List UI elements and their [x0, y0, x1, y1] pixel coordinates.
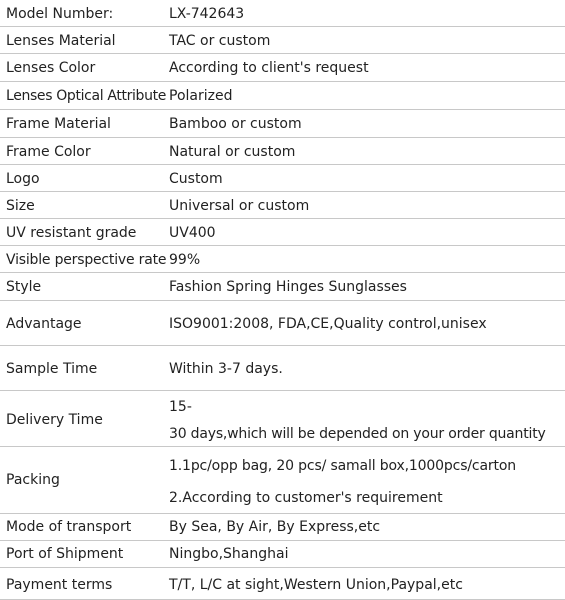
spec-row-lenses-color [0, 54, 565, 82]
spec-label: Lenses Color [6, 60, 96, 76]
spec-label: Mode of transport [6, 519, 132, 535]
spec-value: Ningbo,Shanghai [169, 546, 289, 562]
spec-label: Advantage [6, 316, 82, 332]
spec-label: Lenses Material [6, 33, 116, 49]
spec-row-model-number [0, 0, 565, 27]
spec-label: Packing [6, 472, 60, 488]
spec-value: By Sea, By Air, By Express,etc [169, 519, 381, 535]
spec-value: T/T, L/C at sight,Western Union,Paypal,etc [169, 577, 463, 593]
spec-row-size [0, 192, 565, 219]
spec-label: Size [6, 198, 35, 214]
spec-value: 15- [169, 399, 192, 415]
spec-value: Bamboo or custom [169, 116, 302, 132]
spec-row-frame-material [0, 110, 565, 138]
spec-value: Polarized [169, 88, 233, 104]
spec-label: Model Number: [6, 6, 114, 22]
spec-row-packing [0, 447, 565, 514]
spec-value: Natural or custom [169, 144, 296, 160]
spec-row-frame-color [0, 138, 565, 165]
spec-row-logo [0, 165, 565, 192]
spec-label: Port of Shipment [6, 546, 124, 562]
spec-value: 1.1pc/opp bag, 20 pcs/ samall box,1000pcs/carton [169, 458, 516, 474]
spec-value: ISO9001:2008, FDA,CE,Quality control,unisex [169, 316, 487, 332]
spec-value: UV400 [169, 225, 216, 241]
spec-row-mode-of-transport [0, 514, 565, 541]
spec-label: Sample Time [6, 361, 98, 377]
spec-row-uv-resistant-grade [0, 219, 565, 246]
spec-value: Within 3-7 days. [169, 361, 283, 377]
spec-label: Delivery Time [6, 412, 103, 428]
spec-value: Custom [169, 171, 223, 187]
spec-row-advantage [0, 301, 565, 346]
spec-value: LX-742643 [169, 6, 245, 22]
spec-row-delivery-time [0, 391, 565, 447]
spec-row-lenses-material [0, 27, 565, 54]
spec-label: Payment terms [6, 577, 113, 593]
spec-value: Universal or custom [169, 198, 310, 214]
spec-value-line2: 30 days,which will be depended on your order quantity [169, 426, 546, 442]
spec-row-visible-perspective-rate [0, 246, 565, 273]
spec-row-port-of-shipment [0, 541, 565, 568]
spec-label: UV resistant grade [6, 225, 137, 241]
spec-label: Visible perspective rate [6, 252, 167, 268]
spec-value: Fashion Spring Hinges Sunglasses [169, 279, 407, 295]
spec-value: According to client's request [169, 60, 369, 76]
spec-value-line2: 2.According to customer's requirement [169, 490, 443, 506]
spec-value: TAC or custom [169, 33, 271, 49]
spec-row-sample-time [0, 346, 565, 391]
spec-label: Style [6, 279, 42, 295]
spec-row-style [0, 273, 565, 301]
spec-row-payment-terms [0, 568, 565, 600]
spec-value: 99% [169, 252, 201, 268]
spec-row-lenses-optical-attribute [0, 82, 565, 110]
spec-label: Frame Color [6, 144, 91, 160]
spec-label: Frame Material [6, 116, 111, 132]
spec-label: Logo [6, 171, 40, 187]
spec-label: Lenses Optical Attribute [6, 88, 167, 104]
